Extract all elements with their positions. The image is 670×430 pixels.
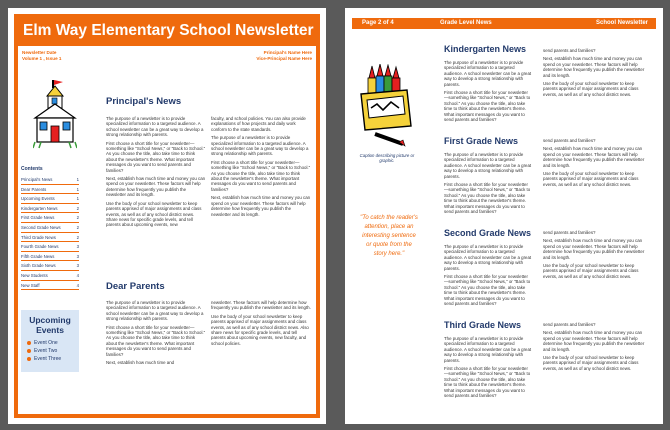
newsletter-label: School Newsletter xyxy=(595,20,648,26)
page-header-bar xyxy=(352,18,656,29)
dear-parents-column-2: newsletter. These factors will help determine how frequently you publish the newsletter and its length. Use the body of your school newsletter to keep parents apprised of major assignments and class events, as well as of any school district news. Also share news for specific grade levels, and tell parents about upcoming events, new faculty, and school policies. xyxy=(211,300,311,346)
principals-news-column-1: The purpose of a newsletter is to provide specialized information to a targeted audience. A school newsletter can be a great way to develop a strong relationship with parents. First choose a short title for your newsletter—something like "School News," or "Back to School." As you choose the title, also take time to think about the newsletter's theme. What important messages do you want to send parents and families? Next, establish how much time and money you can spend on your newsletter. These factors will help determine how frequently you publish the newsletter and its length. Use the body of your school newsletter to keep parents apprised of major assignments and class events, as well as of any school district news. Share news for specific grade levels, and tell parents about upcoming events, new xyxy=(106,116,206,228)
newsletter-date: Newsletter Date xyxy=(22,50,57,55)
second-grade-news-column-1: The purpose of a newsletter is to provide specialized information to a targeted audience. A school newsletter can be a great way to develop a strong relationship with parents. First choose a short title for your newsletter—something like "School News," or "Back to School." As you choose the title, also take time to think about the newsletter's theme. What important messages do you want to send parents and families? xyxy=(444,244,532,307)
contents-item: New Staff 4 xyxy=(21,281,79,291)
second-grade-news-heading: Second Grade News xyxy=(444,228,532,238)
third-grade-news-heading: Third Grade News xyxy=(444,320,522,330)
first-grade-news-heading: First Grade News xyxy=(444,136,519,146)
newsletter-page-2 xyxy=(345,8,663,424)
newsletter-meta-left xyxy=(22,50,62,62)
contents-item: Principal's News 1 xyxy=(21,175,79,185)
kindergarten-news-column-1: The purpose of a newsletter is to provide specialized information to a targeted audience. A school newsletter can be a great way to develop a strong relationship with parents. First choose a short title for your newsletter—something like "School News," or "Back to School." As you choose the title, also take time to think about the newsletter's theme. What important messages do you want to send parents and families? xyxy=(444,60,532,123)
upcoming-events-box xyxy=(21,310,79,372)
schoolhouse-icon xyxy=(33,78,77,150)
upcoming-events-heading: Upcoming Events xyxy=(29,315,71,335)
principals-news-heading: Principal's News xyxy=(106,96,182,107)
section-label: Grade Level News xyxy=(440,20,492,26)
event-item: Event Two xyxy=(27,347,79,355)
second-grade-news-column-2: send parents and families? Next, establish how much time and money you can spend on your newsletter. These factors will help determine how frequently you publish the newsletter and its length. Use the body of your school newsletter to keep parents apprised of major assignments and class events, as well as of any school district news. xyxy=(543,230,645,279)
dear-parents-heading: Dear Parents xyxy=(106,281,165,292)
contents-item: New Students 4 xyxy=(21,271,79,281)
kindergarten-news-heading: Kindergarten News xyxy=(444,44,527,54)
newsletter-title: Elm Way Elementary School Newsletter xyxy=(14,14,320,46)
kindergarten-news-column-2: send parents and families? Next, establish how much time and money you can spend on your newsletter. These factors will help determine how frequently you publish the newsletter and its length. Use the body of your school newsletter to keep parents apprised of major assignments and class events, as well as of any school district news. xyxy=(543,48,645,97)
image-caption: Caption describing picture or graphic. xyxy=(359,153,415,164)
contents-item: First Grade News 2 xyxy=(21,213,79,223)
third-grade-news-column-1: The purpose of a newsletter is to provide specialized information to a targeted audience. A school newsletter can be a great way to develop a strong relationship with parents. First choose a short title for your newsletter—something like "School News," or "Back to School." As you choose the title, also take time to think about the newsletter's theme. What important messages do you want to send parents and families? xyxy=(444,336,532,399)
contents-item: Upcoming Events 1 xyxy=(21,194,79,204)
contents-item: Second Grade News 2 xyxy=(21,223,79,233)
contents-item: Fourth Grade News 3 xyxy=(21,242,79,252)
dear-parents-column-1: The purpose of a newsletter is to provide specialized information to a targeted audience. A school newsletter can be a great way to develop a strong relationship with parents. First choose a short title for your newsletter—something like "School News," or "Back to School." As you choose the title, also take time to think about the newsletter's theme. What important messages do you want to send parents and families? Next, establish how much time and xyxy=(106,300,206,366)
contents-heading: Contents xyxy=(21,166,43,172)
event-item: Event One xyxy=(27,339,79,347)
contents-list xyxy=(21,175,79,290)
contents-item: Kindergarten News 2 xyxy=(21,204,79,214)
contents-item: Fifth Grade News 3 xyxy=(21,252,79,262)
crayon-box-icon xyxy=(355,64,417,148)
first-grade-news-column-2: send parents and families? Next, establish how much time and money you can spend on your newsletter. These factors will help determine how frequently you publish the newsletter and its length. Use the body of your school newsletter to keep parents apprised of major assignments and class events, as well as of any school district news. xyxy=(543,138,645,187)
first-grade-news-column-1: The purpose of a newsletter is to provide specialized information to a targeted audience. A school newsletter can be a great way to develop a strong relationship with parents. First choose a short title for your newsletter—something like "School News," or "Back to School." As you choose the title, also take time to think about the newsletter's theme. What important messages do you want to send parents and families? xyxy=(444,152,532,215)
contents-item: Third Grade News 2 xyxy=(21,233,79,243)
event-item: Event Three xyxy=(27,355,79,363)
contents-item: Dear Parents 1 xyxy=(21,185,79,195)
third-grade-news-column-2: send parents and families? Next, establish how much time and money you can spend on your newsletter. These factors will help determine how frequently you publish the newsletter and its length. Use the body of your school newsletter to keep parents apprised of major assignments and class events, as well as of any school district news. xyxy=(543,322,645,371)
sidebar xyxy=(21,78,85,408)
page-number: Page 2 of 4 xyxy=(362,20,394,26)
volume-issue: Volume 1 , Issue 1 xyxy=(22,56,62,61)
contents-item: Sixth Grade News 3 xyxy=(21,261,79,271)
events-list xyxy=(21,335,79,363)
principals-news-column-2: faculty, and school policies. You can also provide explanations of how projects and daily work conform to the state standards. The purpose of a newsletter is to provide specialized information to a targeted audience. A school newsletter can be a great way to develop a strong relationship with parents. First choose a short title for your newsletter—something like "School News," or "Back to School." As you choose the title, also take time to think about the newsletter's theme. What important messages do you want to send parents and families? Next, establish how much time and money you can spend on your newsletter. These factors will help determine how frequently you publish the newsletter and its length. xyxy=(211,116,311,217)
newsletter-meta-right xyxy=(256,50,312,62)
principal-name: Principal's Name Here xyxy=(263,50,312,55)
pull-quote: "To catch the reader's attention, place an interesting sentence or quote from the story here." xyxy=(360,215,418,257)
vice-principal-name: Vice-Principal Name Here xyxy=(256,56,312,61)
newsletter-page-1 xyxy=(8,8,326,424)
